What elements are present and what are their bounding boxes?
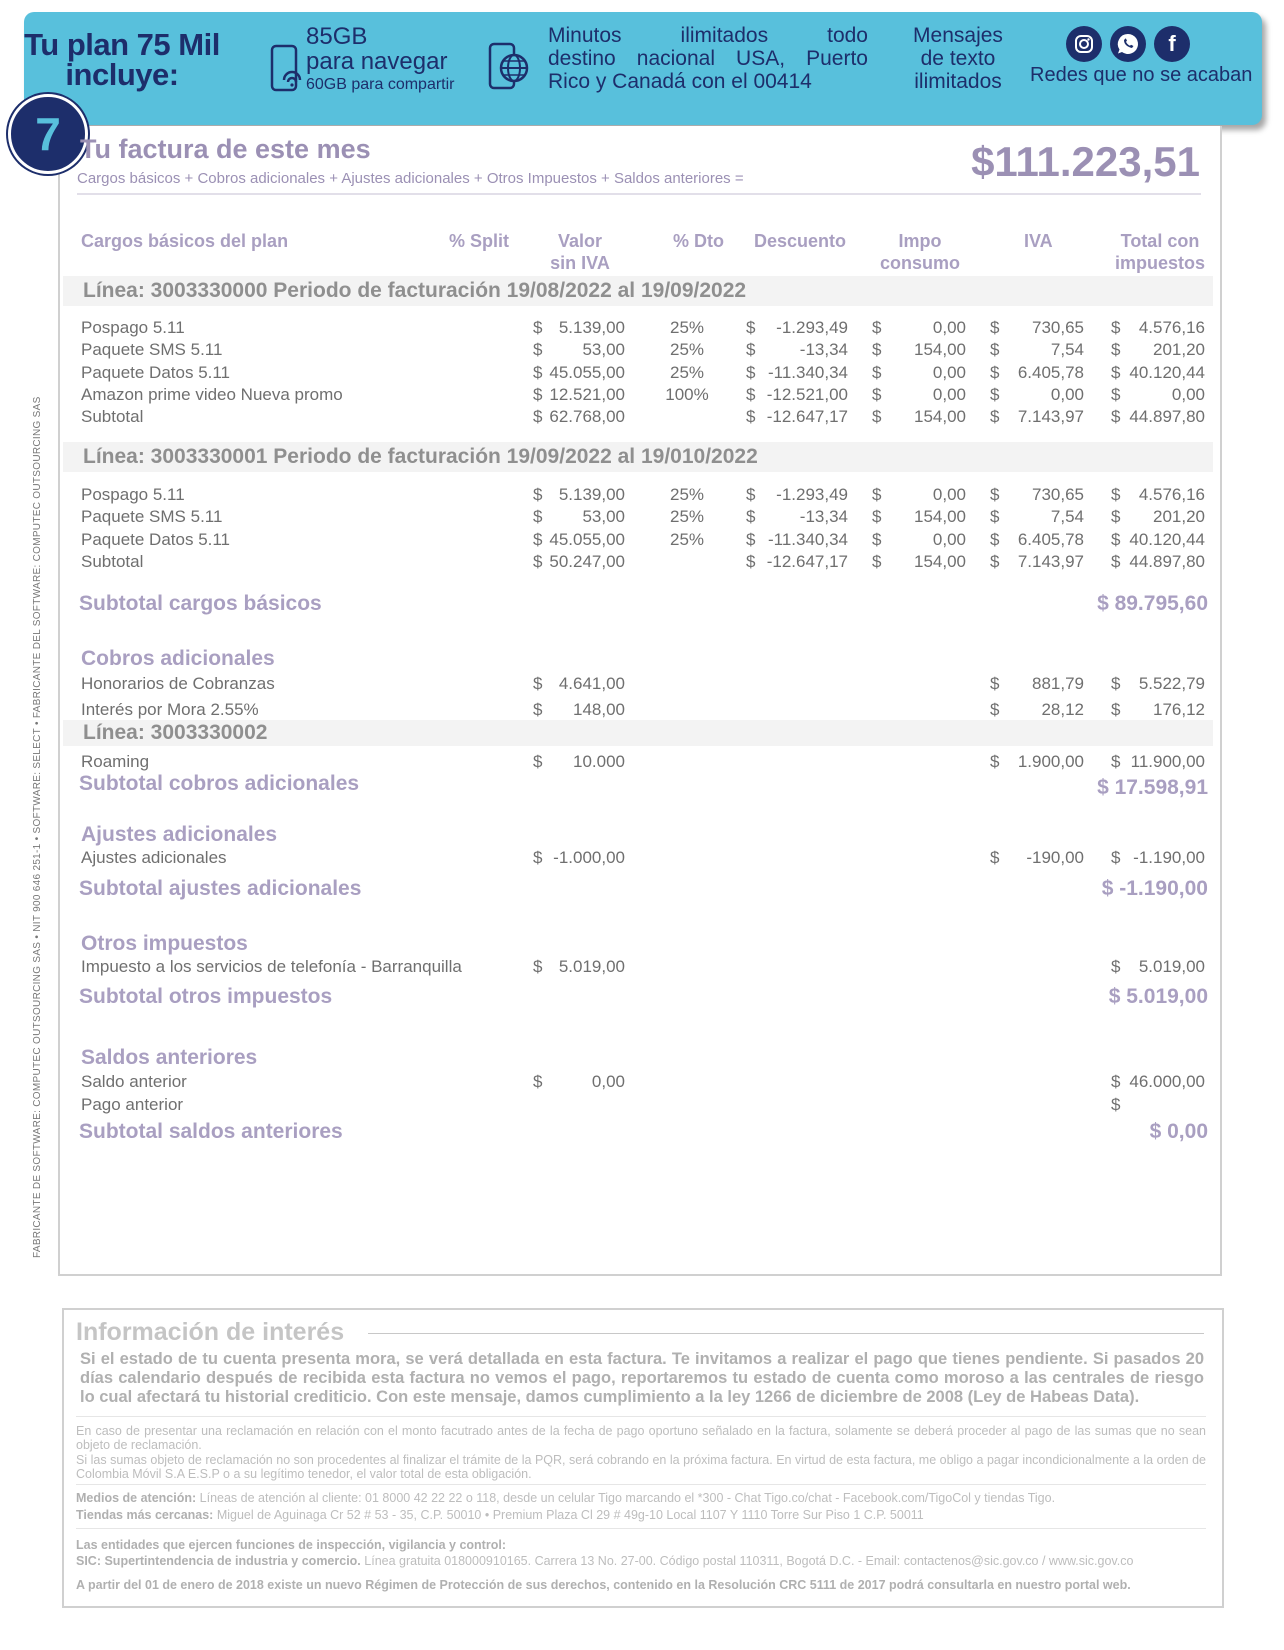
row-desc: Ajustes adicionales	[81, 848, 227, 867]
sms-line: ilimitados	[914, 70, 1002, 93]
invoice-formula: Cargos básicos + Cobros adicionales + Ajustes adicionales + Otros Impuestos + Saldos anteriores =	[77, 170, 744, 187]
row-valor: 12.521,00	[549, 384, 625, 404]
table-row	[0, 318, 1284, 340]
currency-sign: $	[1111, 674, 1121, 693]
currency-sign: $	[1111, 700, 1121, 719]
subtotal-ajustes-amount: $ -1.190,00	[1101, 877, 1208, 900]
medios-line	[76, 1491, 1206, 1505]
row-valor: 45.055,00	[549, 362, 625, 382]
ajustes-title: Ajustes adicionales	[81, 823, 278, 846]
invoice-title: Tu factura de este mes	[80, 134, 371, 164]
currency-sign: $	[1111, 848, 1121, 867]
plan-title-line2: incluye:	[65, 57, 179, 92]
info-body: Si el estado de tu cuenta presenta mora, se verá detallada en esta factura. Te invitamos a realizar el pago que tienes pendiente. Si pasados 20 días calendario después de recibida esta factura no vemos el pago, reportaremos tu estado de cuenta como moroso a las centrales de riesgo lo cual afectará tu historial crediticio. Con este mensaje, damos cumplimiento a la ley 1266 de diciembre de 2008 (Ley de Habeas Data).	[80, 1350, 1204, 1406]
currency-sign: $	[990, 700, 1000, 719]
currency-sign: $	[1111, 318, 1121, 337]
sic-text: Línea gratuita 018000910165. Carrera 13 No. 27-00. Código postal 110311, Bogotá D.C. - Email: contactenos@sic.gov.co / www.sic.gov.co	[364, 1554, 1134, 1568]
subtotal-basicos-amount: $ 89.795,60	[1097, 592, 1208, 615]
row-valor: 45.055,00	[549, 529, 625, 549]
header-impo	[870, 230, 970, 274]
currency-sign: $	[1111, 1095, 1121, 1114]
row-desc: Amazon prime video Nueva promo	[81, 384, 343, 404]
divider	[368, 1333, 1204, 1334]
row-total: 40.120,44	[1129, 362, 1205, 382]
currency-sign: $	[990, 551, 1000, 571]
whatsapp-icon	[1110, 26, 1146, 62]
row-iva: 0,00	[1050, 384, 1084, 404]
currency-sign: $	[533, 529, 543, 549]
row-iva: 6.405,78	[1017, 529, 1084, 549]
currency-sign: $	[533, 340, 543, 360]
line-header	[63, 276, 1213, 306]
data-amount: 85GB	[306, 23, 368, 50]
currency-sign: $	[1111, 529, 1121, 549]
row-valor: 0,00	[591, 1072, 625, 1091]
row-desc: Pospago 5.11	[81, 318, 185, 337]
row-impo: 154,00	[914, 340, 966, 360]
row-total: 40.120,44	[1129, 529, 1205, 549]
row-valor: 4.641,00	[558, 674, 625, 693]
row-desc: Roaming	[81, 752, 150, 771]
currency-sign: $	[872, 407, 882, 427]
row-iva: 7.143,97	[1017, 407, 1084, 427]
data-allowance	[306, 24, 447, 74]
row-descuento: -11.340,34	[767, 529, 848, 549]
currency-sign: $	[990, 752, 1000, 771]
row-desc: Interés por Mora 2.55%	[81, 700, 259, 719]
currency-sign: $	[990, 318, 1000, 337]
row-total: 44.897,80	[1129, 551, 1205, 571]
row-dto: 25%	[669, 318, 705, 337]
minutes-line: Minutos ilimitados todo	[548, 24, 868, 47]
software-vertical-text: FABRICANTE DE SOFTWARE: COMPUTEC OUTSOURCING SAS • NIT 900 646 251-1 • SOFTWARE: SELECT • FABRICANTE DEL SOFTWARE: COMPUTEC OUTSOURCING SAS	[32, 396, 43, 1258]
sic-line	[76, 1554, 1206, 1568]
header-impo-line: Impo	[898, 231, 942, 251]
row-descuento: -11.340,34	[767, 362, 848, 382]
saldos-title: Saldos anteriores	[81, 1046, 258, 1069]
line-label: Línea: 3003330002	[83, 721, 268, 744]
currency-sign: $	[1111, 551, 1121, 571]
row-total: -1.190,00	[1133, 848, 1205, 867]
row-total: 11.900,00	[1130, 752, 1205, 771]
subtotal-saldos-label: Subtotal saldos anteriores	[79, 1120, 343, 1143]
table-row	[0, 1072, 1284, 1094]
row-desc: Impuesto a los servicios de telefonía - Barranquilla	[81, 957, 462, 976]
social-text: Redes que no se acaban	[1030, 64, 1253, 86]
row-descuento: -12.521,00	[766, 384, 848, 404]
row-desc: Paquete Datos 5.11	[81, 529, 231, 549]
currency-sign: $	[990, 507, 1000, 527]
currency-sign: $	[1111, 752, 1121, 771]
row-total: 4.576,16	[1138, 485, 1205, 504]
row-iva: 7.143,97	[1017, 551, 1084, 571]
row-descuento: -13,34	[799, 340, 848, 360]
subtotal-impuestos-label: Subtotal otros impuestos	[79, 985, 333, 1008]
facebook-icon: f	[1154, 26, 1190, 62]
currency-sign: $	[990, 848, 1000, 867]
row-impo: 154,00	[914, 551, 966, 571]
row-iva: 7,54	[1050, 507, 1084, 527]
line-label: Línea: 3003330000 Periodo de facturación 19/08/2022 al 19/09/2022	[83, 279, 747, 302]
row-iva: 6.405,78	[1017, 362, 1084, 382]
minutes-feature	[548, 24, 868, 93]
currency-sign: $	[872, 485, 882, 504]
currency-sign: $	[872, 507, 882, 527]
row-iva: 7,54	[1050, 340, 1084, 360]
header-valor	[530, 230, 630, 274]
medios-label: Medios de atención:	[76, 1491, 197, 1505]
currency-sign: $	[746, 507, 756, 527]
row-dto: 25%	[669, 485, 705, 504]
impuestos-title: Otros impuestos	[81, 932, 248, 955]
currency-sign: $	[1111, 485, 1121, 504]
row-impo: 0,00	[932, 318, 966, 337]
subtotal-row	[0, 407, 1284, 429]
row-total: 44.897,80	[1129, 407, 1205, 427]
currency-sign: $	[1111, 384, 1121, 404]
row-total: 176,12	[1153, 700, 1205, 719]
header-descuento: Descuento	[754, 231, 847, 251]
row-valor: 148,00	[573, 700, 625, 719]
row-descuento: -1.293,49	[776, 485, 848, 504]
table-row	[0, 363, 1284, 385]
page-badge: 7	[8, 94, 88, 174]
row-iva: 730,65	[1032, 318, 1084, 337]
row-dto: 25%	[669, 529, 705, 549]
sic-label: SIC: Supertintendencia de industria y comercio.	[76, 1554, 361, 1568]
line-label: Línea: 3003330001 Periodo de facturación 19/09/2022 al 19/010/2022	[83, 445, 758, 468]
currency-sign: $	[533, 507, 543, 527]
row-impo: 0,00	[932, 485, 966, 504]
row-impo: 154,00	[914, 407, 966, 427]
currency-sign: $	[533, 362, 543, 382]
subtotal-cobros-amount: $ 17.598,91	[1097, 776, 1208, 799]
row-total: 201,20	[1153, 340, 1205, 360]
row-iva: -190,00	[1026, 848, 1084, 867]
header-total-line: Total con	[1120, 231, 1200, 251]
header-valor-line: sin IVA	[550, 253, 610, 273]
row-total: 201,20	[1153, 507, 1205, 527]
currency-sign: $	[746, 318, 756, 337]
table-row	[0, 752, 1284, 774]
plan-title-line1: Tu plan 75 Mil	[24, 27, 220, 62]
smartphone-wifi-icon	[270, 44, 306, 94]
table-row	[0, 674, 1284, 696]
currency-sign: $	[990, 384, 1000, 404]
row-total: 46.000,00	[1129, 1072, 1205, 1091]
currency-sign: $	[533, 752, 543, 771]
row-valor: 53,00	[582, 507, 625, 527]
line-header	[63, 442, 1213, 472]
currency-sign: $	[1111, 957, 1121, 976]
row-desc: Subtotal	[81, 407, 144, 427]
invoice-total: $111.223,51	[971, 138, 1200, 185]
currency-sign: $	[746, 384, 756, 404]
subtotal-ajustes-label: Subtotal ajustes adicionales	[79, 877, 362, 900]
currency-sign: $	[746, 529, 756, 549]
tiendas-line	[76, 1508, 1206, 1522]
row-desc: Pago anterior	[81, 1095, 184, 1114]
currency-sign: $	[533, 551, 543, 571]
row-valor: 5.139,00	[558, 485, 625, 504]
info-title: Información de interés	[76, 1318, 345, 1346]
row-desc: Honorarios de Cobranzas	[81, 674, 275, 693]
row-total: 0,00	[1171, 384, 1205, 404]
subtotal-row	[0, 552, 1284, 574]
row-dto: 25%	[669, 340, 705, 360]
header-total	[1105, 230, 1215, 274]
row-desc: Paquete SMS 5.11	[81, 507, 223, 527]
currency-sign: $	[533, 1072, 543, 1091]
currency-sign: $	[1111, 1072, 1121, 1091]
row-total: 5.522,79	[1138, 674, 1205, 693]
header-concept: Cargos básicos del plan	[81, 231, 289, 251]
row-desc: Pospago 5.11	[81, 485, 185, 504]
table-row	[0, 848, 1284, 870]
currency-sign: $	[872, 384, 882, 404]
minutes-line: destino nacional USA, Puerto	[548, 47, 868, 70]
row-iva: 881,79	[1032, 674, 1084, 693]
currency-sign: $	[533, 318, 543, 337]
row-total: 5.019,00	[1138, 957, 1205, 976]
sms-line: Mensajes	[913, 24, 1003, 47]
row-iva: 28,12	[1041, 700, 1084, 719]
currency-sign: $	[1111, 340, 1121, 360]
table-row	[0, 485, 1284, 507]
regimen-text: A partir del 01 de enero de 2018 existe un nuevo Régimen de Protección de sus derechos, contenido en la Resolución CRC 5111 de 2017 podrá consultarla en nuestro portal web.	[76, 1578, 1131, 1592]
currency-sign: $	[990, 529, 1000, 549]
currency-sign: $	[533, 848, 543, 867]
subtotal-basicos-label: Subtotal cargos básicos	[79, 592, 322, 615]
row-valor: 50.247,00	[549, 551, 625, 571]
tiendas-text: Miguel de Aguinaga Cr 52 # 53 - 35, C.P. 50010 • Premium Plaza Cl 29 # 49g-10 Local 1107 Y 1110 Torre Sur Piso 1 C.P. 50011	[216, 1508, 924, 1522]
table-row	[0, 340, 1284, 362]
row-impo: 0,00	[932, 384, 966, 404]
sms-feature	[898, 24, 1018, 93]
row-total: 4.576,16	[1138, 318, 1205, 337]
regimen-line	[76, 1578, 1206, 1592]
currency-sign: $	[872, 529, 882, 549]
row-iva: 730,65	[1032, 485, 1084, 504]
row-descuento: -12.647,17	[766, 407, 848, 427]
currency-sign: $	[746, 340, 756, 360]
currency-sign: $	[1111, 362, 1121, 382]
row-descuento: -12.647,17	[766, 551, 848, 571]
row-iva: 1.900,00	[1017, 752, 1084, 771]
currency-sign: $	[746, 551, 756, 571]
currency-sign: $	[1111, 507, 1121, 527]
row-valor: -1.000,00	[553, 848, 625, 867]
row-dto: 25%	[669, 362, 705, 382]
currency-sign: $	[533, 485, 543, 504]
table-row	[0, 385, 1284, 407]
divider	[76, 1416, 1206, 1417]
currency-sign: $	[990, 340, 1000, 360]
row-desc: Paquete SMS 5.11	[81, 340, 223, 360]
row-dto: 25%	[669, 507, 705, 527]
table-row	[0, 530, 1284, 552]
currency-sign: $	[533, 957, 543, 976]
claim-text: En caso de presentar una reclamación en relación con el monto facutrado antes de la fecha de pago oportuno señalado en la factura, solamente se deberá proceder al pago de las sumas que no sean objeto de reclamación.	[76, 1424, 1206, 1452]
row-desc: Saldo anterior	[81, 1072, 187, 1091]
table-row	[0, 1095, 1284, 1117]
header-valor-line: Valor	[557, 231, 603, 251]
row-valor: 10.000	[573, 752, 625, 771]
subtotal-saldos-amount: $ 0,00	[1149, 1120, 1208, 1143]
currency-sign: $	[990, 407, 1000, 427]
sms-line: de texto	[920, 47, 996, 70]
row-impo: 154,00	[914, 507, 966, 527]
currency-sign: $	[990, 674, 1000, 693]
currency-sign: $	[533, 700, 543, 719]
row-valor: 53,00	[582, 340, 625, 360]
currency-sign: $	[533, 407, 543, 427]
plan-title	[22, 27, 222, 92]
currency-sign: $	[746, 485, 756, 504]
row-impo: 0,00	[932, 362, 966, 382]
currency-sign: $	[990, 362, 1000, 382]
line-header	[63, 720, 1213, 746]
row-valor: 62.768,00	[549, 407, 625, 427]
divider	[76, 1484, 1206, 1485]
data-purpose: para navegar	[306, 48, 448, 75]
entidades-label: Las entidades que ejercen funciones de inspección, vigilancia y control:	[76, 1538, 506, 1552]
currency-sign: $	[746, 362, 756, 382]
table-row	[0, 507, 1284, 529]
minutes-line: Rico y Canadá con el 00414	[548, 70, 812, 93]
cobros-title: Cobros adicionales	[81, 647, 275, 670]
row-desc: Subtotal	[81, 551, 144, 571]
currency-sign: $	[746, 407, 756, 427]
currency-sign: $	[1111, 407, 1121, 427]
medios-text: Líneas de atención al cliente: 01 8000 42 22 22 o 118, desde un celular Tigo marcando el *300 - Chat Tigo.co/chat - Facebook.com/TigoCol y tiendas Tigo.	[199, 1491, 1056, 1505]
phone-globe-icon	[488, 42, 534, 92]
subtotal-cobros-label: Subtotal cobros adicionales	[79, 772, 360, 795]
table-row	[0, 700, 1284, 722]
claim-text: Si las sumas objeto de reclamación no son procedentes al finalizar el trámite de la PQR, será cobrando en la próxima factura. En virtud de esta factura, me obligo a pagar incondicionalmente a la orden de Colombia Móvil S.A E.S.P o a su legítimo tenedor, el valor total de esta obligación.	[76, 1453, 1206, 1481]
currency-sign: $	[872, 362, 882, 382]
instagram-icon	[1066, 26, 1102, 62]
row-dto: 100%	[665, 384, 709, 404]
currency-sign: $	[533, 384, 543, 404]
currency-sign: $	[990, 485, 1000, 504]
currency-sign: $	[872, 340, 882, 360]
row-valor: 5.019,00	[558, 957, 625, 976]
header-split: % Split	[449, 231, 510, 251]
row-descuento: -13,34	[799, 507, 848, 527]
header-dto: % Dto	[673, 231, 724, 251]
row-valor: 5.139,00	[558, 318, 625, 337]
table-row	[0, 957, 1284, 979]
currency-sign: $	[872, 318, 882, 337]
row-desc: Paquete Datos 5.11	[81, 362, 231, 382]
subtotal-impuestos-amount: $ 5.019,00	[1108, 985, 1208, 1008]
currency-sign: $	[533, 674, 543, 693]
entidades-line	[76, 1538, 1206, 1552]
tiendas-label: Tiendas más cercanas:	[76, 1508, 214, 1522]
header-iva: IVA	[1024, 231, 1053, 251]
currency-sign: $	[872, 551, 882, 571]
row-impo: 0,00	[932, 529, 966, 549]
header-impo-line: consumo	[879, 253, 960, 273]
row-descuento: -1.293,49	[776, 318, 848, 337]
divider	[76, 1528, 1206, 1529]
divider	[77, 193, 1201, 195]
header-total-line: impuestos	[1114, 253, 1206, 273]
data-share: 60GB para compartir	[306, 76, 455, 93]
